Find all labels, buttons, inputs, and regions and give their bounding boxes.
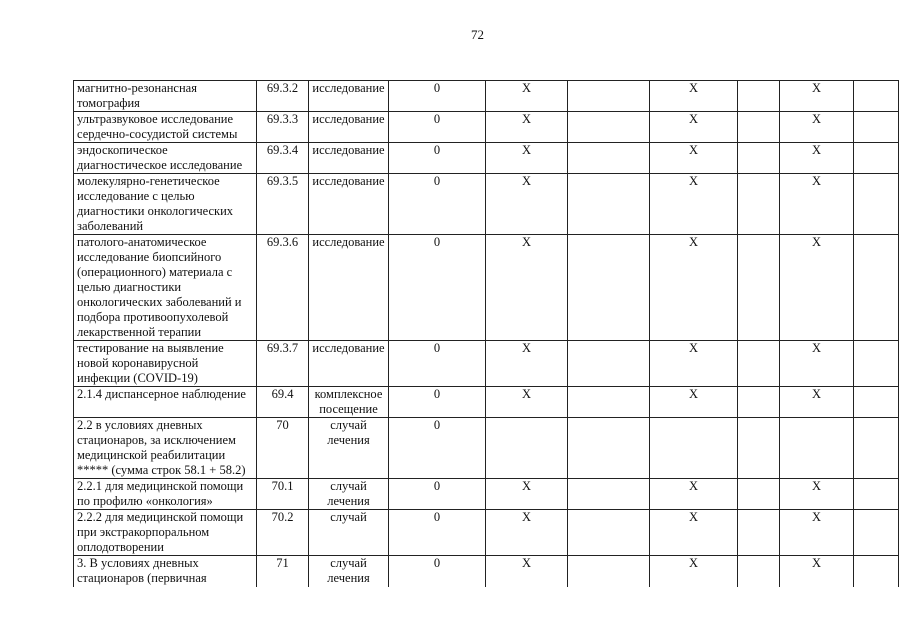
- row-value: 0: [389, 479, 486, 510]
- data-table: [73, 80, 899, 587]
- row-blank: [568, 143, 650, 174]
- row-blank: [738, 81, 780, 112]
- row-x2: X: [650, 174, 738, 235]
- row-blank: [568, 174, 650, 235]
- page-number: 72: [471, 27, 484, 42]
- table-row: [74, 174, 899, 235]
- row-x2: X: [650, 387, 738, 418]
- row-x1: X: [486, 143, 568, 174]
- row-unit: исследование: [309, 112, 389, 143]
- row-x2: X: [650, 556, 738, 587]
- table-row: [74, 510, 899, 556]
- row-blank: [568, 387, 650, 418]
- row-x3: X: [780, 341, 854, 387]
- table-row: [74, 387, 899, 418]
- row-value: 0: [389, 341, 486, 387]
- row-name: 2.1.4 диспансерное наблюдение: [74, 387, 257, 418]
- table-row: [74, 479, 899, 510]
- row-name: молекулярно-генетическое исследование с целью диагностики онкологических заболеваний: [74, 174, 257, 235]
- row-blank: [738, 112, 780, 143]
- row-blank: [854, 341, 899, 387]
- row-x3: X: [780, 556, 854, 587]
- row-blank: [854, 112, 899, 143]
- row-value: 0: [389, 81, 486, 112]
- row-x3: X: [780, 387, 854, 418]
- table-row: [74, 341, 899, 387]
- row-blank: [568, 235, 650, 341]
- row-blank: [738, 418, 780, 479]
- row-x2: X: [650, 510, 738, 556]
- row-code: 70.2: [257, 510, 309, 556]
- row-blank: [568, 112, 650, 143]
- row-x3: X: [780, 81, 854, 112]
- row-blank: [854, 81, 899, 112]
- row-x3: X: [780, 174, 854, 235]
- row-name: магнитно-резонансная томография: [74, 81, 257, 112]
- row-code: 69.3.5: [257, 174, 309, 235]
- row-code: 69.3.2: [257, 81, 309, 112]
- row-blank: [738, 556, 780, 587]
- row-x2: X: [650, 341, 738, 387]
- row-code: 70.1: [257, 479, 309, 510]
- row-x3: X: [780, 479, 854, 510]
- row-blank: [854, 235, 899, 341]
- row-value: 0: [389, 510, 486, 556]
- row-x1: X: [486, 174, 568, 235]
- row-blank: [854, 510, 899, 556]
- row-blank: [854, 143, 899, 174]
- row-name: 2.2.1 для медицинской помощи по профилю «онкология»: [74, 479, 257, 510]
- row-x2: [650, 418, 738, 479]
- table-row: [74, 235, 899, 341]
- row-unit: случай лечения: [309, 556, 389, 587]
- row-unit: случай лечения: [309, 418, 389, 479]
- row-value: 0: [389, 143, 486, 174]
- row-x1: X: [486, 479, 568, 510]
- row-blank: [854, 174, 899, 235]
- row-x3: X: [780, 112, 854, 143]
- table-row: [74, 143, 899, 174]
- row-unit: комплексное посещение: [309, 387, 389, 418]
- row-blank: [568, 556, 650, 587]
- row-blank: [854, 556, 899, 587]
- row-x1: [486, 418, 568, 479]
- row-value: 0: [389, 418, 486, 479]
- row-blank: [738, 174, 780, 235]
- row-blank: [568, 81, 650, 112]
- row-blank: [738, 143, 780, 174]
- row-name: 2.2 в условиях дневных стационаров, за исключением медицинской реабилитации ***** (сумма строк 58.1 + 58.2): [74, 418, 257, 479]
- table-row: [74, 81, 899, 112]
- table-row: [74, 112, 899, 143]
- row-blank: [738, 341, 780, 387]
- row-name: патолого-анатомическое исследование биопсийного (операционного) материала с целью диагностики онкологических заболеваний и подбора противоопухолевой лекарственной терапии: [74, 235, 257, 341]
- row-code: 70: [257, 418, 309, 479]
- row-value: 0: [389, 112, 486, 143]
- row-code: 69.3.4: [257, 143, 309, 174]
- table-row: [74, 418, 899, 479]
- row-blank: [738, 235, 780, 341]
- row-value: 0: [389, 235, 486, 341]
- row-x2: X: [650, 479, 738, 510]
- row-x3: [780, 418, 854, 479]
- row-unit: исследование: [309, 235, 389, 341]
- row-name: тестирование на выявление новой коронавирусной инфекции (COVID-19): [74, 341, 257, 387]
- row-blank: [568, 479, 650, 510]
- row-code: 69.3.6: [257, 235, 309, 341]
- row-x1: X: [486, 81, 568, 112]
- row-name: ультразвуковое исследование сердечно-сосудистой системы: [74, 112, 257, 143]
- row-name: 3. В условиях дневных стационаров (первичная: [74, 556, 257, 587]
- row-value: 0: [389, 174, 486, 235]
- row-x1: X: [486, 387, 568, 418]
- row-x1: X: [486, 235, 568, 341]
- row-unit: исследование: [309, 143, 389, 174]
- row-x1: X: [486, 510, 568, 556]
- row-unit: случай лечения: [309, 479, 389, 510]
- row-code: 69.3.3: [257, 112, 309, 143]
- row-name: эндоскопическое диагностическое исследование: [74, 143, 257, 174]
- row-x2: X: [650, 81, 738, 112]
- row-blank: [738, 510, 780, 556]
- row-value: 0: [389, 556, 486, 587]
- row-x2: X: [650, 112, 738, 143]
- row-blank: [568, 510, 650, 556]
- row-unit: случай: [309, 510, 389, 556]
- row-unit: исследование: [309, 174, 389, 235]
- row-blank: [738, 387, 780, 418]
- row-x3: X: [780, 510, 854, 556]
- row-blank: [568, 341, 650, 387]
- row-value: 0: [389, 387, 486, 418]
- row-blank: [568, 418, 650, 479]
- row-blank: [854, 479, 899, 510]
- row-code: 71: [257, 556, 309, 587]
- row-x1: X: [486, 556, 568, 587]
- row-x3: X: [780, 235, 854, 341]
- row-x2: X: [650, 235, 738, 341]
- row-unit: исследование: [309, 81, 389, 112]
- row-x3: X: [780, 143, 854, 174]
- row-blank: [738, 479, 780, 510]
- row-blank: [854, 418, 899, 479]
- row-unit: исследование: [309, 341, 389, 387]
- row-x1: X: [486, 341, 568, 387]
- row-blank: [854, 387, 899, 418]
- row-code: 69.3.7: [257, 341, 309, 387]
- row-code: 69.4: [257, 387, 309, 418]
- row-x2: X: [650, 143, 738, 174]
- table-row: [74, 556, 899, 587]
- row-x1: X: [486, 112, 568, 143]
- row-name: 2.2.2 для медицинской помощи при экстракорпоральном оплодотворении: [74, 510, 257, 556]
